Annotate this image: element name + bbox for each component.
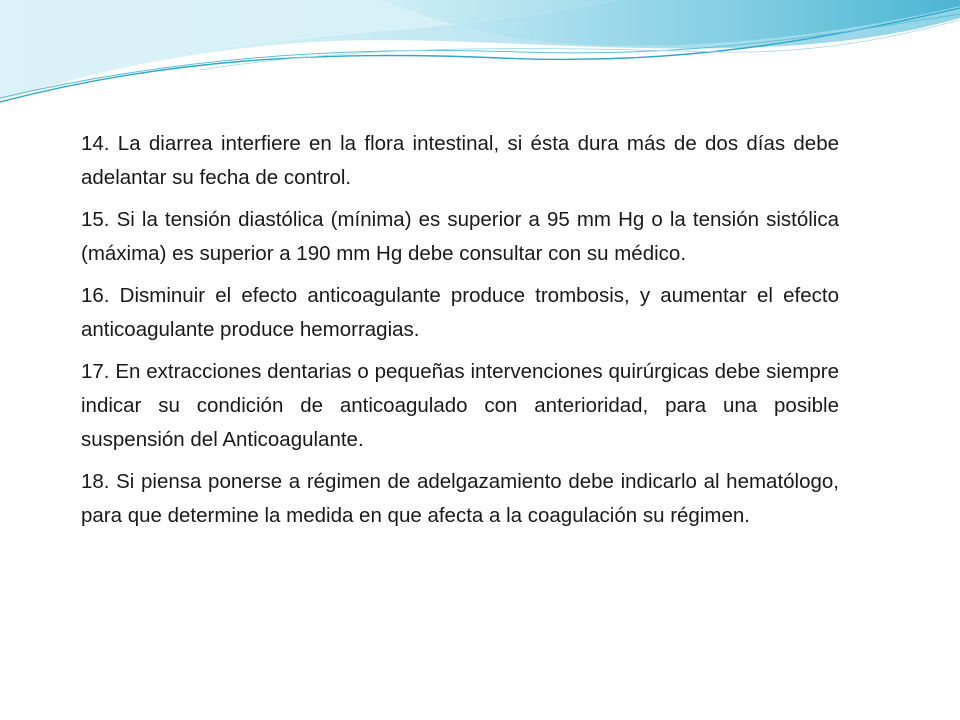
instructions-list	[81, 127, 839, 541]
instruction-17: 17. En extracciones dentarias o pequeñas intervenciones quirúrgicas debe siempre indicar su condición de anticoagulado con anterioridad, para una posible suspensión del Anticoagulante.	[81, 360, 839, 451]
instruction-18: 18. Si piensa ponerse a régimen de adelgazamiento debe indicarlo al hematólogo, para que determine la medida en que afecta a la coagulación su régimen.	[81, 470, 839, 527]
instruction-14: 14. La diarrea interfiere en la flora intestinal, si ésta dura más de dos días debe adelantar su fecha de control.	[81, 132, 839, 189]
instruction-15: 15. Si la tensión diastólica (mínima) es superior a 95 mm Hg o la tensión sistólica (máxima) es superior a 190 mm Hg debe consultar con su médico.	[81, 208, 839, 265]
decorative-wave-header	[0, 0, 960, 120]
instruction-16: 16. Disminuir el efecto anticoagulante produce trombosis, y aumentar el efecto anticoagulante produce hemorragias.	[81, 284, 839, 341]
